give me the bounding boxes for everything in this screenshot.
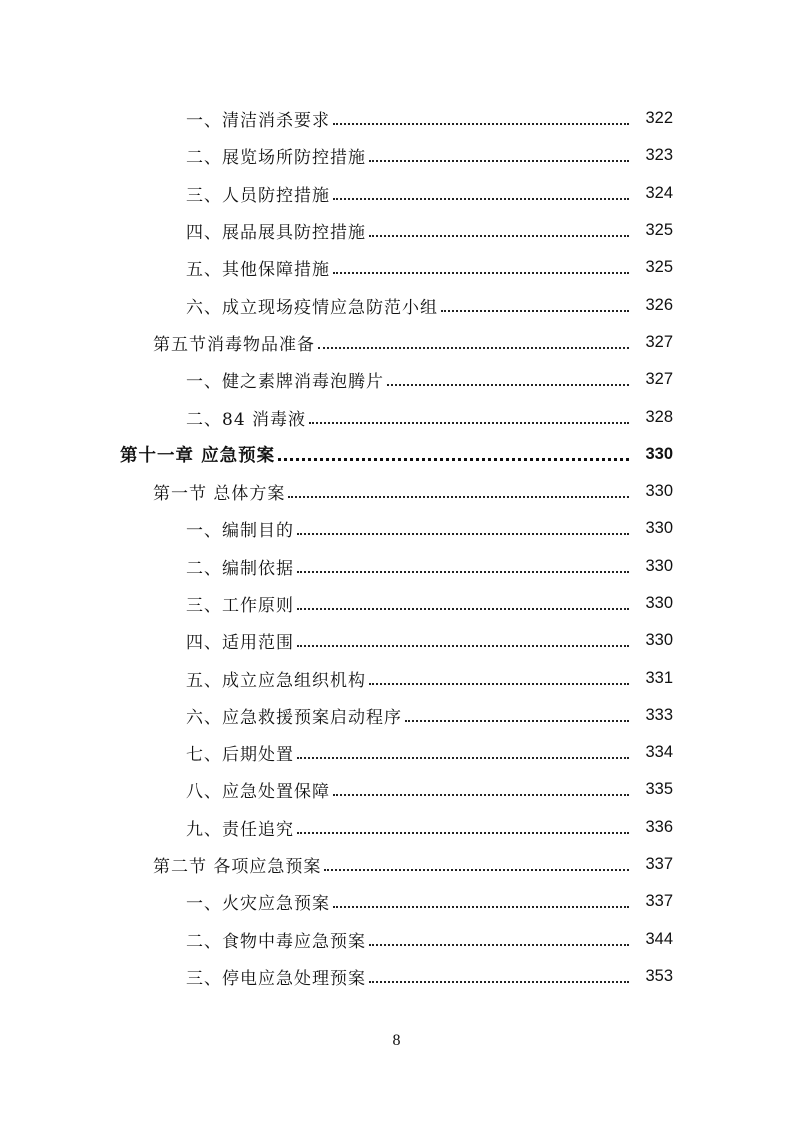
toc-entry[interactable] <box>0 361 793 398</box>
toc-entry-title: 四、展品展具防控措施 <box>186 223 366 244</box>
toc-leader-dots <box>333 793 629 796</box>
toc-leader-dots <box>297 532 629 535</box>
toc-entry-page: 325 <box>645 258 673 277</box>
toc-entry-page: 337 <box>645 892 673 911</box>
toc-entry[interactable] <box>0 100 793 137</box>
toc-entry-page: 336 <box>645 817 673 836</box>
toc-entry[interactable] <box>0 659 793 696</box>
toc-leader-dots <box>333 197 629 200</box>
toc-entry-title: 八、应急处置保障 <box>186 782 330 803</box>
toc-entry-page: 333 <box>645 705 673 724</box>
toc-leader-dots <box>333 905 629 908</box>
toc-leader-dots <box>369 943 629 946</box>
toc-entry[interactable] <box>0 734 793 771</box>
toc-entry[interactable] <box>0 548 793 585</box>
toc-entry-title: 一、清洁消杀要求 <box>186 111 330 132</box>
toc-leader-dots <box>369 682 629 685</box>
toc-entry-page: 324 <box>645 183 673 202</box>
toc-entry-page: 328 <box>645 407 673 426</box>
toc-entry-title: 五、其他保障措施 <box>186 260 330 281</box>
toc-entry[interactable] <box>0 510 793 547</box>
toc-entry-title: 二、展览场所防控措施 <box>186 148 366 169</box>
toc-entry[interactable] <box>0 771 793 808</box>
toc-entry-title: 第一节 总体方案 <box>153 484 286 505</box>
toc-entry[interactable] <box>0 249 793 286</box>
toc-leader-dots <box>297 570 629 573</box>
toc-entry-page: 337 <box>645 855 673 874</box>
toc-entry[interactable] <box>0 958 793 995</box>
table-of-contents <box>0 100 793 995</box>
toc-entry[interactable] <box>0 697 793 734</box>
toc-entry-title: 六、成立现场疫情应急防范小组 <box>186 297 438 318</box>
toc-entry[interactable] <box>0 585 793 622</box>
toc-entry-title: 九、责任追究 <box>186 819 294 840</box>
toc-entry-page: 323 <box>645 146 673 165</box>
toc-leader-dots <box>297 756 629 759</box>
toc-leader-dots <box>333 271 629 274</box>
toc-entry-title: 一、健之素牌消毒泡腾片 <box>186 372 384 393</box>
toc-entry[interactable] <box>0 846 793 883</box>
toc-leader-dots <box>405 719 629 722</box>
toc-entry-page: 326 <box>645 295 673 314</box>
toc-leader-dots <box>369 980 629 983</box>
toc-leader-dots <box>369 234 629 237</box>
toc-leader-dots <box>387 383 629 386</box>
toc-entry[interactable] <box>0 137 793 174</box>
toc-entry-title: 二、食物中毒应急预案 <box>186 931 366 952</box>
toc-entry[interactable] <box>0 286 793 323</box>
toc-entry-title: 一、火灾应急预案 <box>186 894 330 915</box>
toc-entry[interactable] <box>0 212 793 249</box>
toc-entry-page: 353 <box>645 966 673 985</box>
toc-entry[interactable] <box>0 175 793 212</box>
toc-leader-dots <box>297 831 629 834</box>
toc-entry-title: 三、停电应急处理预案 <box>186 968 366 989</box>
toc-leader-dots <box>318 346 629 349</box>
toc-leader-dots <box>278 457 629 461</box>
toc-entry[interactable] <box>0 622 793 659</box>
toc-entry[interactable] <box>0 398 793 435</box>
toc-entry-page: 334 <box>645 743 673 762</box>
toc-entry-page: 327 <box>645 332 673 351</box>
toc-entry-title: 第五节消毒物品准备 <box>153 334 315 355</box>
toc-entry-page: 330 <box>645 482 673 501</box>
toc-entry-title: 第十一章 应急预案 <box>120 445 276 466</box>
toc-entry-page: 331 <box>645 668 673 687</box>
toc-entry[interactable] <box>0 883 793 920</box>
toc-entry-page: 330 <box>645 594 673 612</box>
toc-leader-dots <box>297 607 629 610</box>
toc-entry-page: 344 <box>645 929 673 948</box>
toc-entry-title: 七、后期处置 <box>186 745 294 766</box>
toc-entry-page: 330 <box>645 444 673 463</box>
toc-entry[interactable] <box>0 436 793 473</box>
toc-entry-page: 330 <box>645 519 673 538</box>
toc-entry-title: 二、编制依据 <box>186 558 294 579</box>
toc-entry-page: 335 <box>645 780 673 799</box>
toc-entry-title: 六、应急救援预案启动程序 <box>186 707 402 728</box>
toc-entry-page: 327 <box>645 370 673 389</box>
toc-leader-dots <box>324 868 629 871</box>
page-number: 8 <box>392 1032 401 1049</box>
toc-entry[interactable] <box>0 809 793 846</box>
toc-entry-page: 330 <box>645 556 673 575</box>
toc-entry-title: 四、适用范围 <box>186 633 294 654</box>
toc-entry-title: 二、84 消毒液 <box>186 409 307 430</box>
toc-entry-page: 325 <box>645 221 673 240</box>
toc-leader-dots <box>333 122 629 125</box>
toc-entry[interactable] <box>0 473 793 510</box>
toc-entry[interactable] <box>0 921 793 958</box>
toc-entry[interactable] <box>0 324 793 361</box>
toc-leader-dots <box>369 159 629 162</box>
toc-leader-dots <box>288 495 629 498</box>
toc-entry-title: 三、人员防控措施 <box>186 185 330 206</box>
toc-entry-page: 330 <box>645 631 673 650</box>
toc-leader-dots <box>309 421 629 424</box>
toc-entry-title: 一、编制目的 <box>186 521 294 542</box>
toc-entry-title: 三、工作原则 <box>186 596 294 616</box>
toc-entry-page: 322 <box>645 109 673 128</box>
toc-entry-title: 第二节 各项应急预案 <box>153 857 322 878</box>
toc-leader-dots <box>441 309 629 312</box>
toc-leader-dots <box>297 644 629 647</box>
toc-entry-title: 五、成立应急组织机构 <box>186 670 366 691</box>
